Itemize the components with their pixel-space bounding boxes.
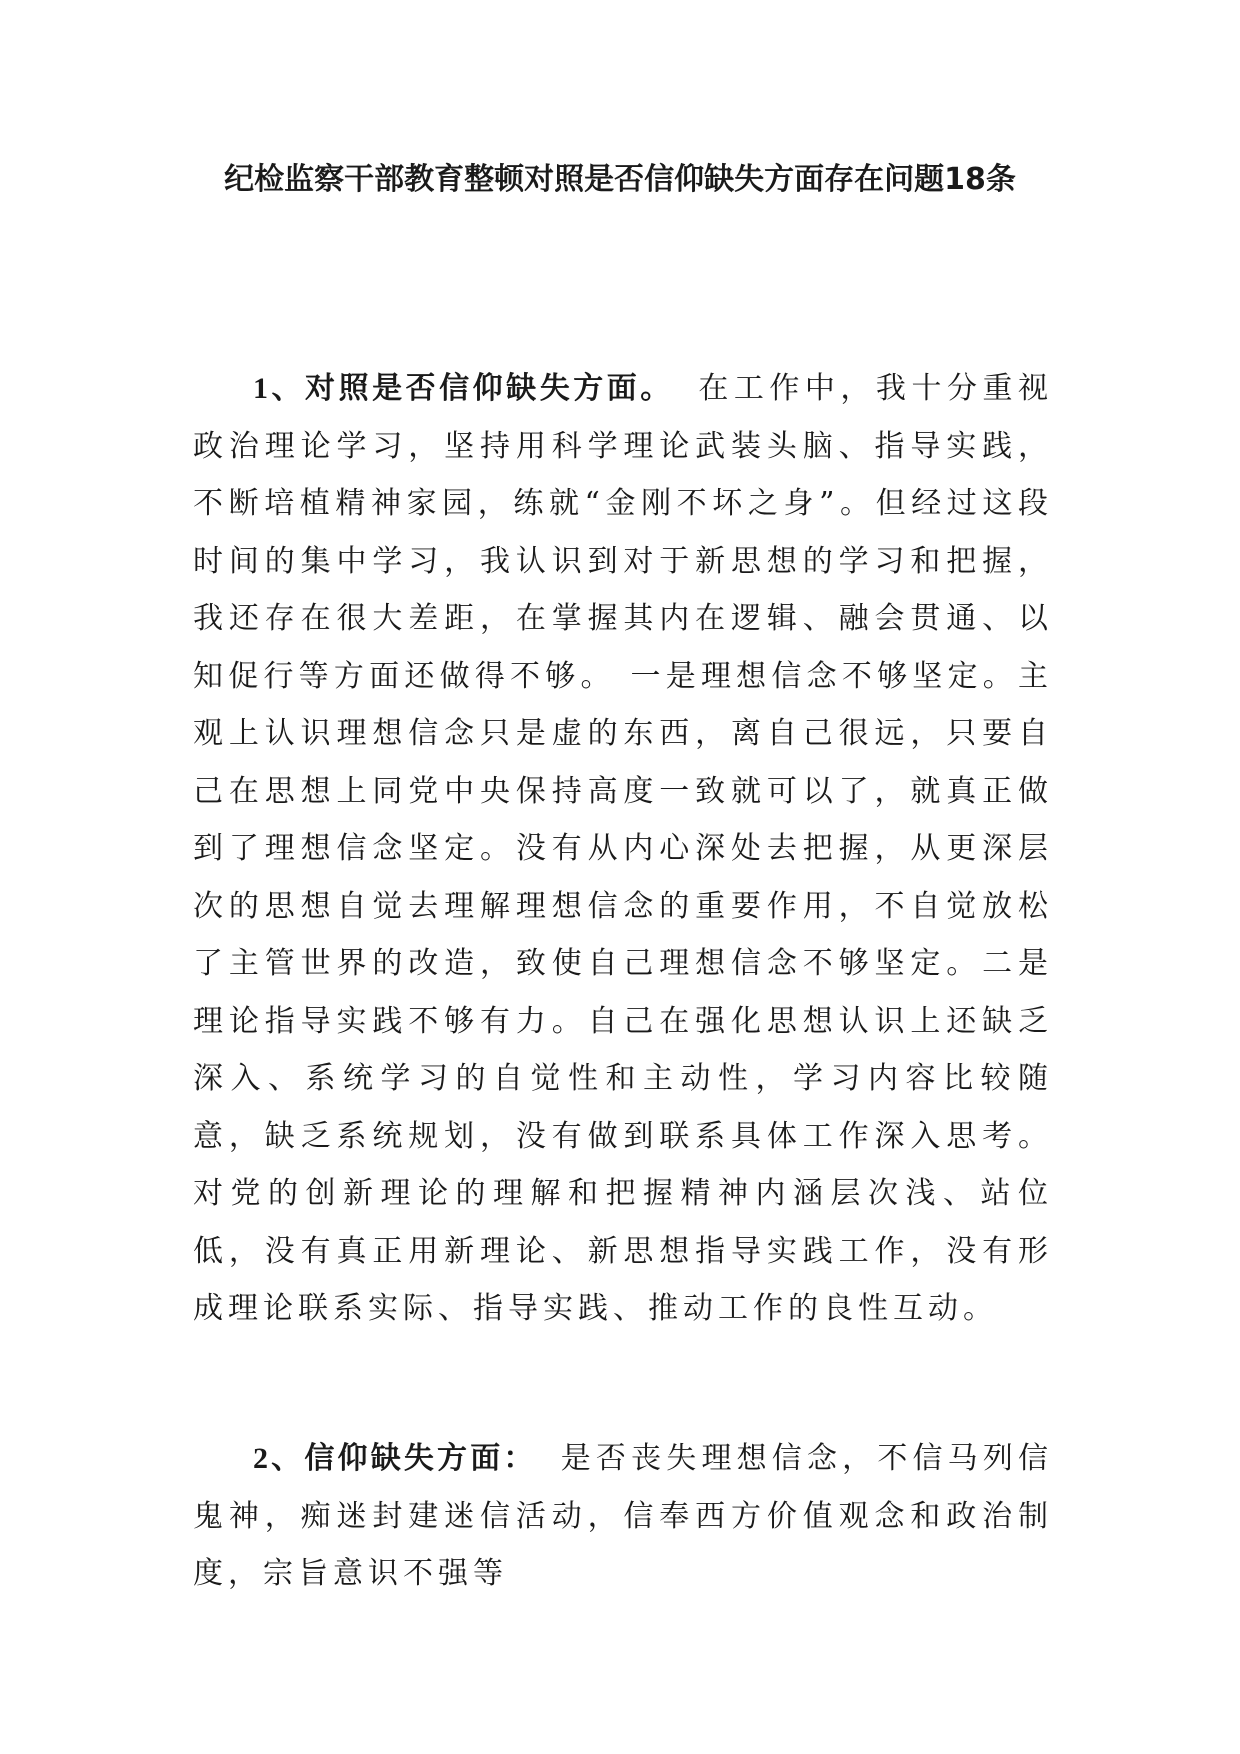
document-title: 纪检监察干部教育整顿对照是否信仰缺失方面存在问题18条 xyxy=(224,162,1016,197)
section-2 xyxy=(193,1430,1053,1603)
section-1 xyxy=(193,360,1053,1338)
section-1-body: 在工作中，我十分重视政治理论学习，坚持用科学理论武装头脑、指导实践，不断培植精神家园，练就“金刚不坏之身”。但经过这段时间的集中学习，我认识到对于新思想的学习和把握，我还存在很大差距，在掌握其内在逻辑、融会贯通、以知促行等方面还做得不够。 一是理想信念不够坚定。主观上认识理想信念只是虚的东西，离自己很远，只要自己在思想上同党中央保持高度一致就可以了，就真正做到了理想信念坚定。没有从内心深处去把握，从更深层次的思想自觉去理解理想信念的重要作用，不自觉放松了主管世界的改造，致使自己理想信念不够坚定。二是理论指导实践不够有力。自己在强化思想认识上还缺乏深入、系统学习的自觉性和主动性，学习内容比较随意，缺乏系统规划，没有做到联系具体工作深入思考。对党的创新理论的理解和把握精神内涵层次浅、站位低，没有真正用新理论、新思想指导实践工作，没有形成理论联系实际、指导实践、推动工作的良性互动。 xyxy=(193,371,1054,1326)
section-2-body: 是否丧失理想信念，不信马列信鬼神，痴迷封建迷信活动，信奉西方价值观念和政治制度，宗旨意识不强等 xyxy=(193,1441,1054,1591)
section-1-heading: 1、对照是否信仰缺失方面。 xyxy=(253,372,674,405)
section-2-heading: 2、信仰缺失方面： xyxy=(253,1442,537,1475)
